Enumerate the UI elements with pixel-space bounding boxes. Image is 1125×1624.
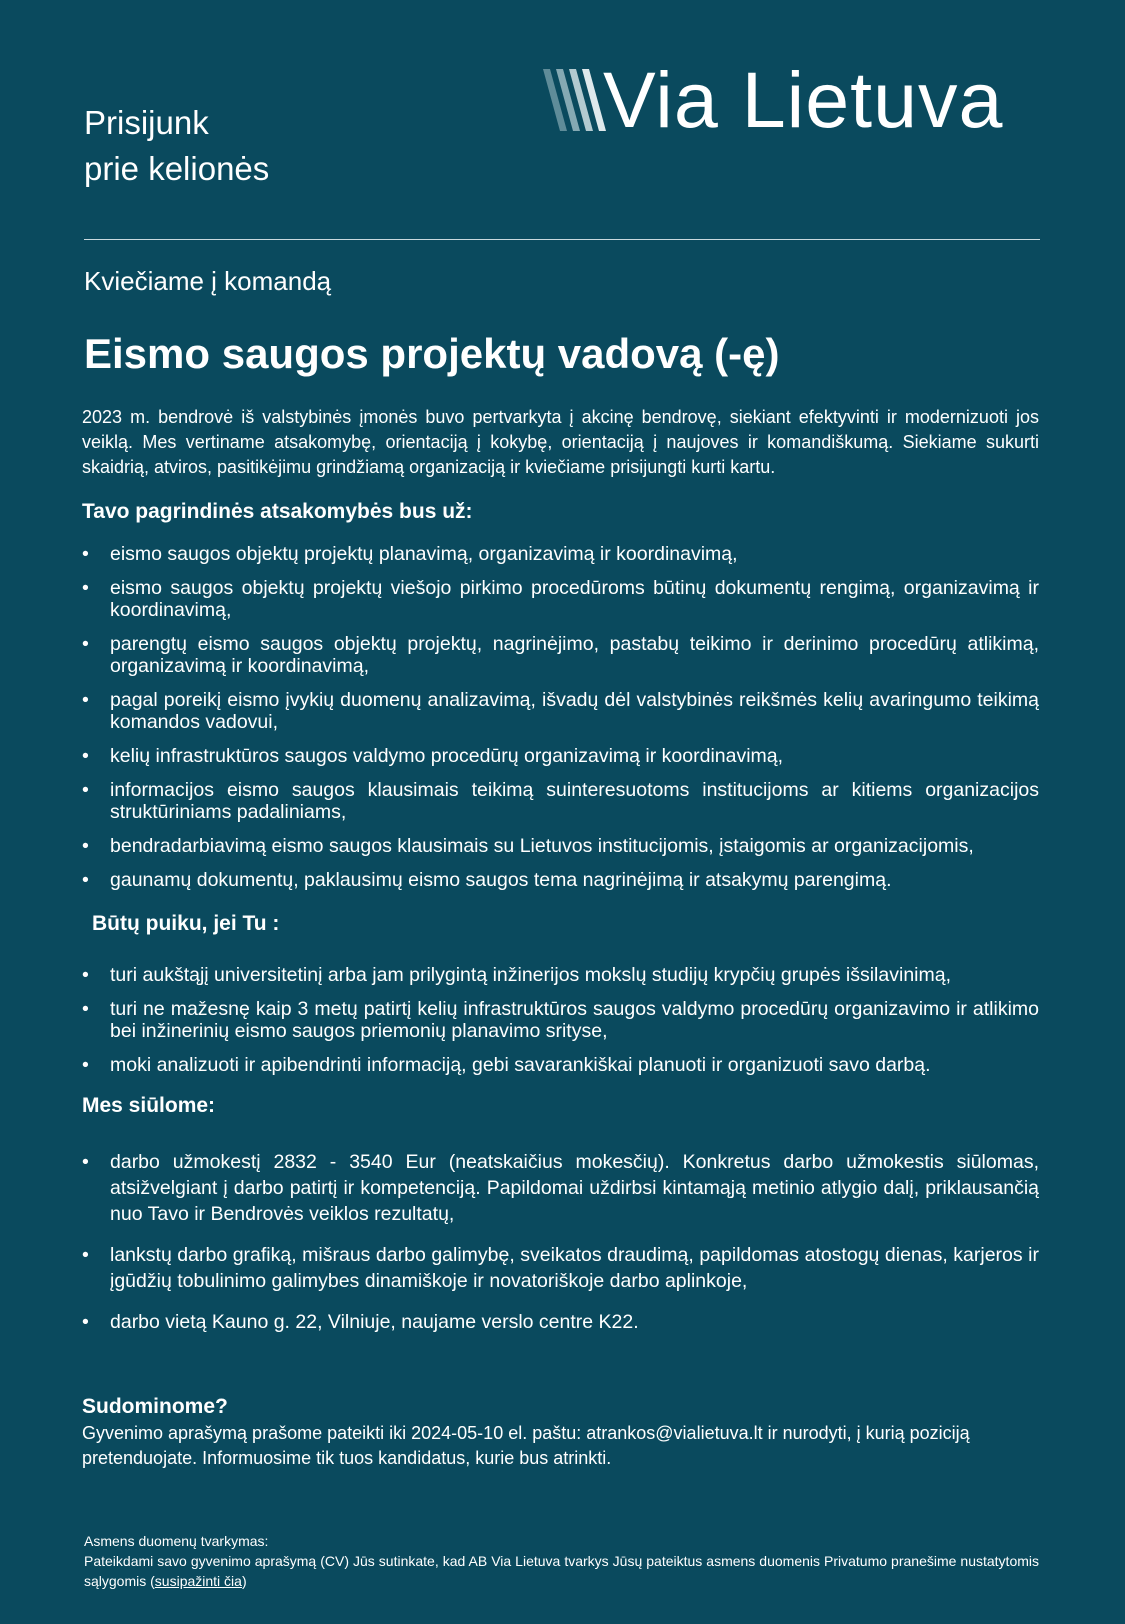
list-item: • moki analizuoti ir apibendrinti informaciją, gebi savarankiškai planuoti ir organizuoti savo darbą. xyxy=(82,1054,931,1076)
bullet-icon: • xyxy=(82,543,89,565)
offer-list xyxy=(82,1149,1039,1350)
bullet-icon: • xyxy=(82,1244,89,1266)
list-item: • eismo saugos objektų projektų planavimą, organizavimą ir koordinavimą, xyxy=(82,543,738,565)
bullet-icon: • xyxy=(82,1151,89,1173)
list-item: • turi aukštąjį universitetinį arba jam prilygintą inžinerijos mokslų studijų krypčių grupės išsilavinimą, xyxy=(82,964,952,986)
bullet-icon: • xyxy=(82,869,89,891)
privacy-text: Pateikdami savo gyvenimo aprašymą (CV) Jūs sutinkate, kad AB Via Lietuva tvarkys Jūsų pateiktus asmens duomenis Privatumo pranešime nustatytomis sąlygomis (susipažinti čia) xyxy=(84,1553,1039,1589)
tagline-line-2: prie kelionės xyxy=(84,150,270,187)
bullet-icon: • xyxy=(82,835,89,857)
privacy-heading: Asmens duomenų tvarkymas: xyxy=(84,1533,269,1549)
privacy-link[interactable]: susipažinti čia xyxy=(154,1573,242,1589)
bullet-icon: • xyxy=(82,577,89,599)
bullet-icon: • xyxy=(82,689,89,711)
contact-text: Gyvenimo aprašymą prašome pateikti iki 2024-05-10 el. paštu: atrankos@vialietuva.lt ir nurodyti, į kurią poziciją pretenduojate. Informuosime tik tuos kandidatus, kurie bus atrinkti. xyxy=(82,1423,970,1468)
intro-paragraph: 2023 m. bendrovė iš valstybinės įmonės buvo pertvarkyta į akcinę bendrovę, siekiant efektyvinti ir modernizuoti jos veiklą. Mes vertiname atsakomybę, orientaciją į kokybę, orientaciją į naujoves ir komandiškumą. Siekiame sukurti skaidrią, atviros, pasitikėjimu grindžiamą organizaciją ir kviečiame prisijungti kurti kartu. xyxy=(82,407,1039,477)
list-item: • eismo saugos objektų projektų viešojo pirkimo procedūroms būtinų dokumentų rengimą, organizavimą ir koordinavimą, xyxy=(82,577,1039,621)
tagline xyxy=(84,100,269,192)
list-item: • bendradarbiavimą eismo saugos klausimais su Lietuvos institucijomis, įstaigomis ar organizacijomis, xyxy=(82,835,974,857)
bullet-icon: • xyxy=(82,1054,89,1076)
privacy-section xyxy=(84,1531,1039,1591)
contact-section xyxy=(82,1393,1039,1471)
responsibilities-heading: Tavo pagrindinės atsakomybės bus už: xyxy=(82,500,473,523)
bullet-icon: • xyxy=(82,998,89,1020)
list-item: • gaunamų dokumentų, paklausimų eismo saugos tema nagrinėjimą ir atsakymų parengimą. xyxy=(82,869,892,891)
via-lietuva-logo xyxy=(543,55,1004,144)
responsibilities-list xyxy=(82,543,1039,903)
requirements-heading: Būtų puiku, jei Tu : xyxy=(92,912,280,935)
bullet-icon: • xyxy=(82,633,89,655)
tagline-line-1: Prisijunk xyxy=(84,104,209,141)
list-item: • parengtų eismo saugos objektų projektų, nagrinėjimo, pastabų teikimo ir derinimo procedūrų atlikimą, organizavimą ir koordinavimą, xyxy=(82,633,1039,677)
invite-text: Kviečiame į komandą xyxy=(84,266,332,296)
bullet-icon: • xyxy=(82,964,89,986)
header-divider xyxy=(84,239,1040,240)
list-item: • pagal poreikį eismo įvykių duomenų analizavimą, išvadų dėl valstybinės reikšmės kelių avaringumo teikimą komandos vadovui, xyxy=(82,689,1039,733)
job-title: Eismo saugos projektų vadovą (-ę) xyxy=(84,330,780,377)
bullet-icon: • xyxy=(82,1311,89,1333)
bullet-icon: • xyxy=(82,779,89,801)
list-item: • informacijos eismo saugos klausimais teikimą suinteresuotoms institucijoms ar kitiems organizacijos struktūriniams padaliniams, xyxy=(82,779,1039,823)
logo-stripes-icon xyxy=(543,69,607,131)
logo-wordmark: Via Lietuva xyxy=(603,55,1004,144)
list-item: • darbo vietą Kauno g. 22, Vilniuje, naujame verslo centre K22. xyxy=(82,1311,639,1333)
contact-heading: Sudominome? xyxy=(82,1395,228,1418)
bullet-icon: • xyxy=(82,745,89,767)
list-item: • kelių infrastruktūros saugos valdymo procedūrų organizavimą ir koordinavimą, xyxy=(82,745,784,767)
requirements-list xyxy=(82,964,1039,1088)
list-item: • lankstų darbo grafiką, mišraus darbo galimybę, sveikatos draudimą, papildomas atostogų dienas, karjeros ir įgūdžių tobulinimo galimybes dinamiškoje ir novatoriškoje darbo aplinkoje, xyxy=(82,1244,1039,1292)
list-item: • turi ne mažesnę kaip 3 metų patirtį kelių infrastruktūros saugos valdymo procedūrų organizavimo ir atlikimo bei inžinerinių eismo saugos priemonių planavimo srityse, xyxy=(82,998,1039,1042)
offer-heading: Mes siūlome: xyxy=(82,1094,216,1117)
list-item: • darbo užmokestį 2832 - 3540 Eur (neatskaičius mokesčių). Konkretus darbo užmokestis siūlomas, atsižvelgiant į darbo patirtį ir kompetenciją. Papildomai uždirbsi kintamąją metinio atlygio dalį, priklausančią nuo Tavo ir Bendrovės veiklos rezultatų, xyxy=(82,1151,1039,1225)
